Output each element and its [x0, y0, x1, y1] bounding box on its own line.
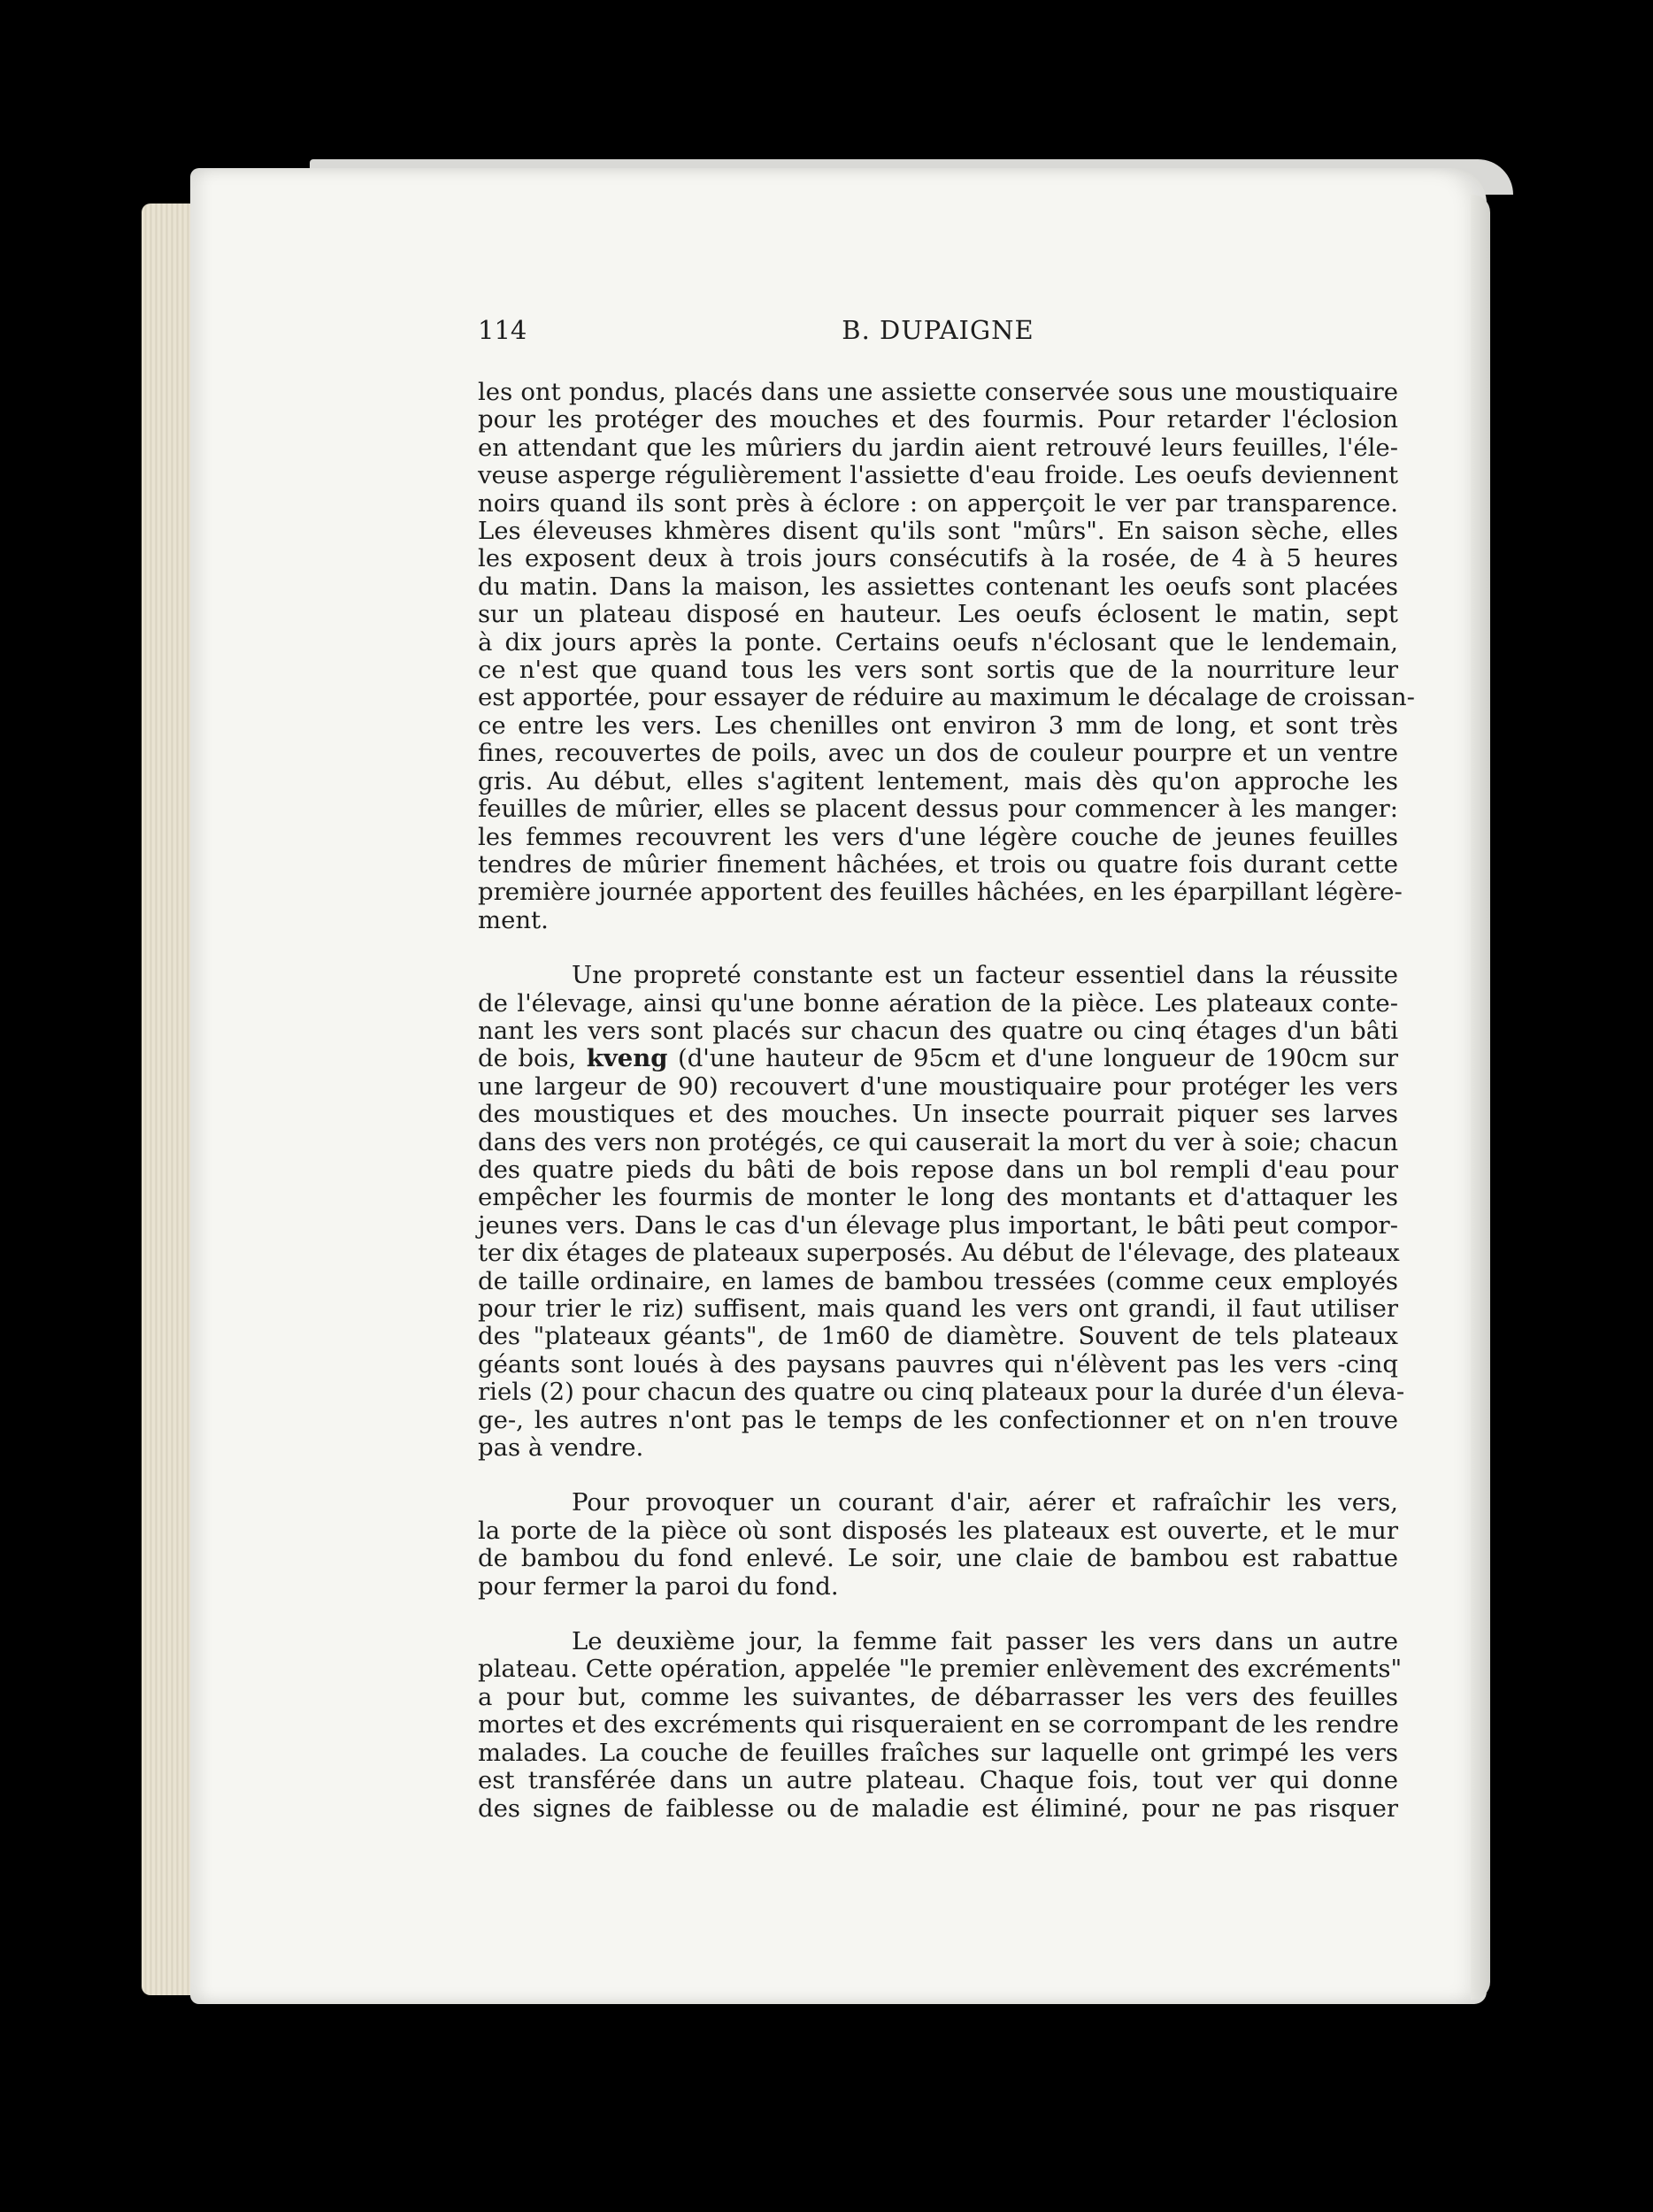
text-line: de l'élevage, ainsi qu'une bonne aération de la pièce. Les plateaux conte- [478, 988, 1398, 1018]
page-right-edge [1471, 195, 1490, 2000]
text-line: des signes de faiblesse ou de maladie est éliminé, pour ne pas risquer [478, 1793, 1398, 1823]
text-line-fragment: (d'une hauteur de 95cm et d'une longueur de 190cm sur [667, 1044, 1398, 1073]
text-line: veuse asperge régulièrement l'assiette d'eau froide. Les oeufs deviennent [478, 461, 1398, 490]
text-line: mortes et des excréments qui risqueraient en se corrompant de les rendre [478, 1710, 1399, 1740]
page-header [478, 315, 1398, 354]
text-line: pour fermer la paroi du fond. [478, 1571, 839, 1601]
paragraph-4 [478, 1627, 1403, 1823]
text-line: des quatre pieds du bâti de bois repose dans un bol rempli d'eau pour [478, 1155, 1398, 1184]
text-line: tendres de mûrier finement hâchées, et trois ou quatre fois durant cette [478, 849, 1398, 879]
text-line: des "plateaux géants", de 1m60 de diamètre. Souvent de tels plateaux [478, 1322, 1398, 1351]
bold-term-kveng: kveng [586, 1044, 668, 1073]
text-line: des moustiques et des mouches. Un insecte pourrait piquer ses larves [478, 1100, 1398, 1129]
text-line: noirs quand ils sont près à éclore : on apperçoit le ver par transparence. [478, 488, 1398, 518]
text-line: est apportée, pour essayer de réduire au maximum le décalage de croissan- [478, 683, 1415, 712]
text-line: riels (2) pour chacun des quatre ou cinq plateaux pour la durée d'un éleva- [478, 1378, 1405, 1407]
text-line: Le deuxième jour, la femme fait passer les vers dans un autre [572, 1627, 1398, 1656]
text-line: fines, recouvertes de poils, avec un dos de couleur pourpre et un ventre [478, 739, 1398, 768]
text-line: feuilles de mûrier, elles se placent dessus pour commencer à les manger: [478, 795, 1398, 824]
text-line: jeunes vers. Dans le cas d'un élevage plus important, le bâti peut compor- [478, 1210, 1398, 1240]
text-line: nant les vers sont placés sur chacun des quatre ou cinq étages d'un bâti [478, 1016, 1398, 1045]
text-line: pas à vendre. [478, 1433, 644, 1463]
text-line: pour les protéger des mouches et des fourmis. Pour retarder l'éclosion [478, 405, 1398, 434]
paragraph-1 [478, 378, 1415, 934]
text-line: sur un plateau disposé en hauteur. Les oeufs éclosent le matin, sept [478, 600, 1398, 629]
text-line: ment. [478, 905, 549, 934]
running-head: B. DUPAIGNE [842, 315, 1034, 345]
text-line: ge-, les autres n'ont pas le temps de les confectionner et on n'en trouve [478, 1405, 1398, 1434]
text-line: en attendant que les mûriers du jardin aient retrouvé leurs feuilles, l'éle- [478, 433, 1398, 462]
text-line: du matin. Dans la maison, les assiettes contenant les oeufs sont placées [478, 572, 1398, 601]
text-line: les femmes recouvrent les vers d'une légère couche de jeunes feuilles [478, 822, 1398, 851]
text-line: plateau. Cette opération, appelée "le premier enlèvement des excréments" [478, 1655, 1403, 1684]
paragraph-3 [478, 1489, 1398, 1601]
text-line-with-term [478, 1045, 1398, 1072]
text-line: de bambou du fond enlevé. Le soir, une claie de bambou est rabattue [478, 1544, 1398, 1573]
text-line: première journée apportent des feuilles hâchées, en les éparpillant légère- [478, 878, 1403, 907]
text-line: ce n'est que quand tous les vers sont sortis que de la nourriture leur [478, 656, 1398, 685]
text-line: Une propreté constante est un facteur essentiel dans la réussite [572, 961, 1398, 990]
text-line: dans des vers non protégés, ce qui causerait la mort du ver à soie; chacun [478, 1127, 1398, 1156]
text-line: est transférée dans un autre plateau. Chaque fois, tout ver qui donne [478, 1766, 1398, 1795]
body-text [478, 378, 1415, 1823]
text-line: Les éleveuses khmères disent qu'ils sont "mûrs". En saison sèche, elles [478, 517, 1398, 546]
text-line: pour trier le riz) suffisent, mais quand les vers ont grandi, il faut utiliser [478, 1294, 1398, 1323]
text-line: Pour provoquer un courant d'air, aérer et rafraîchir les vers, [572, 1488, 1398, 1517]
text-line: malades. La couche de feuilles fraîches sur laquelle ont grimpé les vers [478, 1738, 1398, 1767]
text-line: ce entre les vers. Les chenilles ont environ 3 mm de long, et sont très [478, 710, 1398, 740]
text-line: ter dix étages de plateaux superposés. Au début de l'élevage, des plateaux [478, 1239, 1400, 1268]
text-line: la porte de la pièce où sont disposés les plateaux est ouverte, et le mur [478, 1516, 1398, 1545]
text-line: gris. Au début, elles s'agitent lentement, mais dès qu'on approche les [478, 766, 1398, 795]
text-line: empêcher les fourmis de monter le long des montants et d'attaquer les [478, 1183, 1398, 1212]
text-line: de taille ordinaire, en lames de bambou tressées (comme ceux employés [478, 1266, 1398, 1295]
page-number: 114 [478, 315, 527, 345]
paragraph-2 [478, 961, 1405, 1463]
text-line: les exposent deux à trois jours consécutifs à la rosée, de 4 à 5 heures [478, 544, 1398, 573]
text-line: à dix jours après la ponte. Certains oeufs n'éclosant que le lendemain, [478, 627, 1398, 657]
text-line: les ont pondus, placés dans une assiette conservée sous une moustiquaire [478, 378, 1398, 406]
text-line-fragment: de bois, [478, 1044, 587, 1073]
text-line: a pour but, comme les suivantes, de débarrasser les vers des feuilles [478, 1682, 1398, 1711]
text-line: une largeur de 90) recouvert d'une moustiquaire pour protéger les vers [478, 1071, 1398, 1101]
text-line: géants sont loués à des paysans pauvres qui n'élèvent pas les vers -cinq [478, 1349, 1398, 1379]
